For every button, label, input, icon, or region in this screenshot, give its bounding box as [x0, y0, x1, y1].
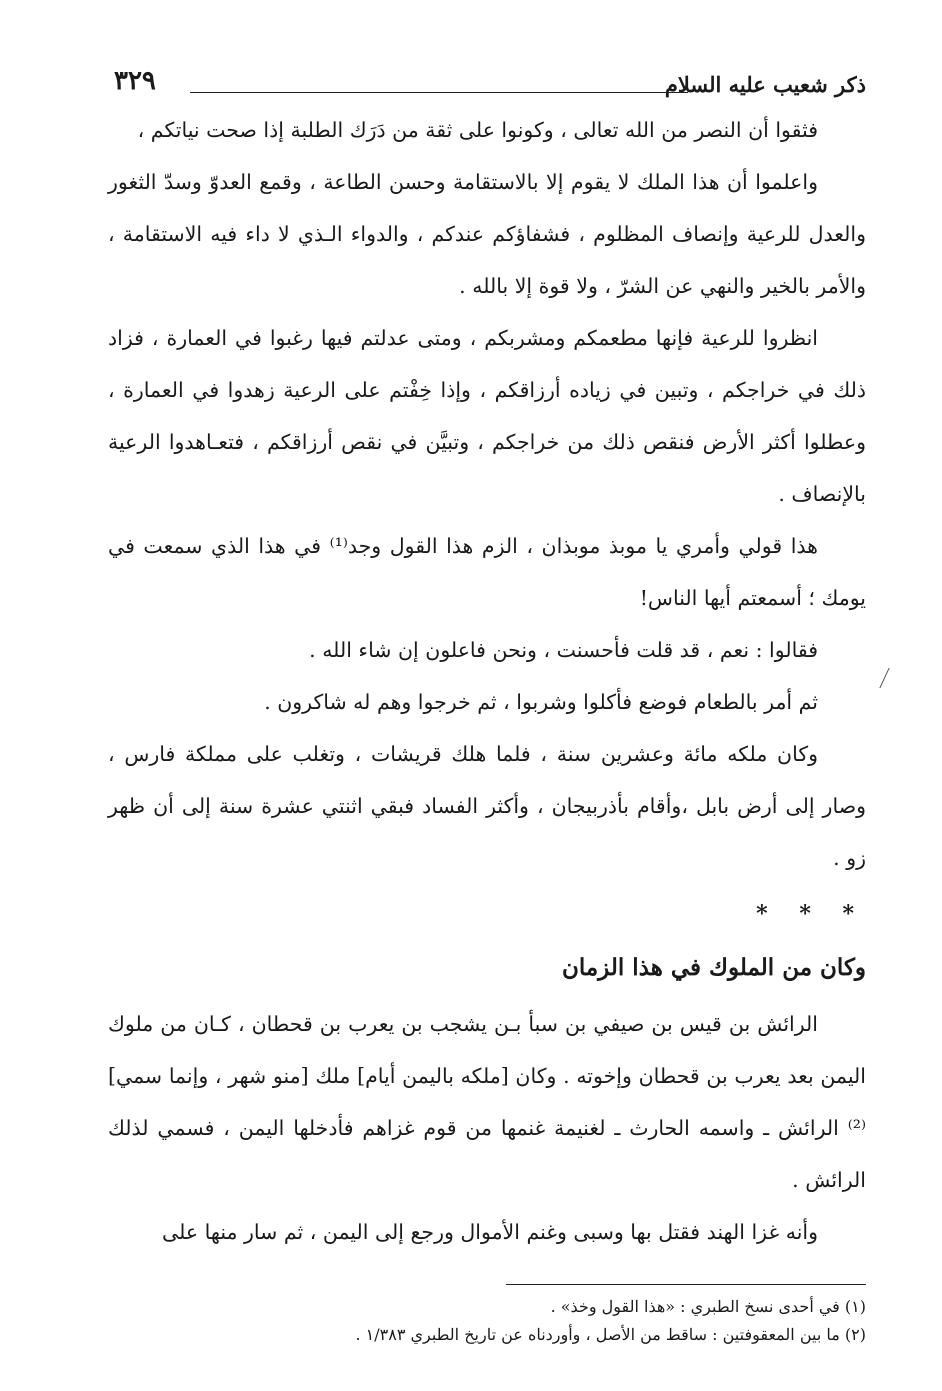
main-text: [108, 104, 866, 1258]
paragraph: فقالوا : نعم ، قد قلت فأحسنت ، ونحن فاعلون إن شاء الله .: [309, 638, 818, 662]
section-heading: وكان من الملوك في هذا الزمان: [561, 954, 866, 981]
margin-pencil-mark: [879, 668, 899, 688]
page-header: [108, 58, 866, 104]
paragraph: ثم أمر بالطعام فوضع فأكلوا وشربوا ، ثم خرجوا وهم له شاكرون .: [264, 690, 818, 714]
paragraph: فثقوا أن النصر من الله تعالى ، وكونوا على ثقة من دَرَك الطلبة إذا صحت نياتكم ،: [137, 118, 818, 142]
page-number: ٣٢٩: [114, 66, 156, 96]
header-rule: [190, 92, 688, 93]
paragraph: الرائش بن قيس بن صيفي بن سبأ بـن يشجب بن يعرب بن قحطان ، كـان من ملوك اليمن بعد يعرب بن قحطان وإخوته . وكان [ملكه باليمن أيام] ملك [منو شهر ، وإنما سمي]⁽²⁾ الرائش ـ واسمه الحارث ـ لغنيمة غنمها من قوم غزاهم فأدخلها اليمن ، فسمي لذلك الرائش .: [108, 1012, 866, 1192]
paragraph: واعلموا أن هذا الملك لا يقوم إلا بالاستقامة وحسن الطاعة ، وقمع العدوّ وسدّ الثغور والعدل للرعية وإنصاف المظلوم ، فشفاؤكم عندكم ، والدواء الـذي لا داء فيه الاستقامة ، والأمر بالخير والنهي عن الشرّ ، ولا قوة إلا بالله .: [108, 170, 866, 298]
section-separator: * * *: [756, 901, 866, 927]
paragraph: انظروا للرعية فإنها مطعمكم ومشربكم ، ومتى عدلتم فيها رغبوا في العمارة ، فزاد ذلك في خراجكم ، وتبين في زياده أرزاقكم ، وإذا خِفْتم على الرعية زهدوا في العمارة ، وعطلوا أكثر الأرض فنقص ذلك من خراجكم ، وتبيَّن في نقص أرزاقكم ، فتعـاهدوا الرعية بالإنصاف .: [108, 326, 866, 506]
footnotes: [108, 1293, 866, 1349]
paragraph: وكان ملكه مائة وعشرين سنة ، فلما هلك قريشات ، وتغلب على مملكة فارس ، وصار إلى أرض بابل ،وأقام بأذربيجان ، وأكثر الفساد فبقي اثنتي عشرة سنة إلى أن ظهر زو .: [108, 742, 866, 870]
running-title: ذكر شعيب عليه السلام: [664, 72, 866, 97]
footnote: (١) في أحدى نسخ الطبري : «هذا القول وخذ» .: [550, 1297, 866, 1316]
paragraph: هذا قولي وأمري يا موبذ موبذان ، الزم هذا القول وجد⁽¹⁾ في هذا الذي سمعت في يومك ؛ أسمعتم أيها الناس!: [108, 534, 866, 610]
paragraph: وأنه غزا الهند فقتل بها وسبى وغنم الأموال ورجع إلى اليمن ، ثم سار منها على: [162, 1220, 818, 1244]
book-page: [108, 58, 866, 1349]
footnote: (٢) ما بين المعقوفتين : ساقط من الأصل ، وأوردناه عن تاريخ الطبري ١/٣٨٣ .: [355, 1325, 866, 1344]
footnote-rule: [506, 1284, 866, 1285]
